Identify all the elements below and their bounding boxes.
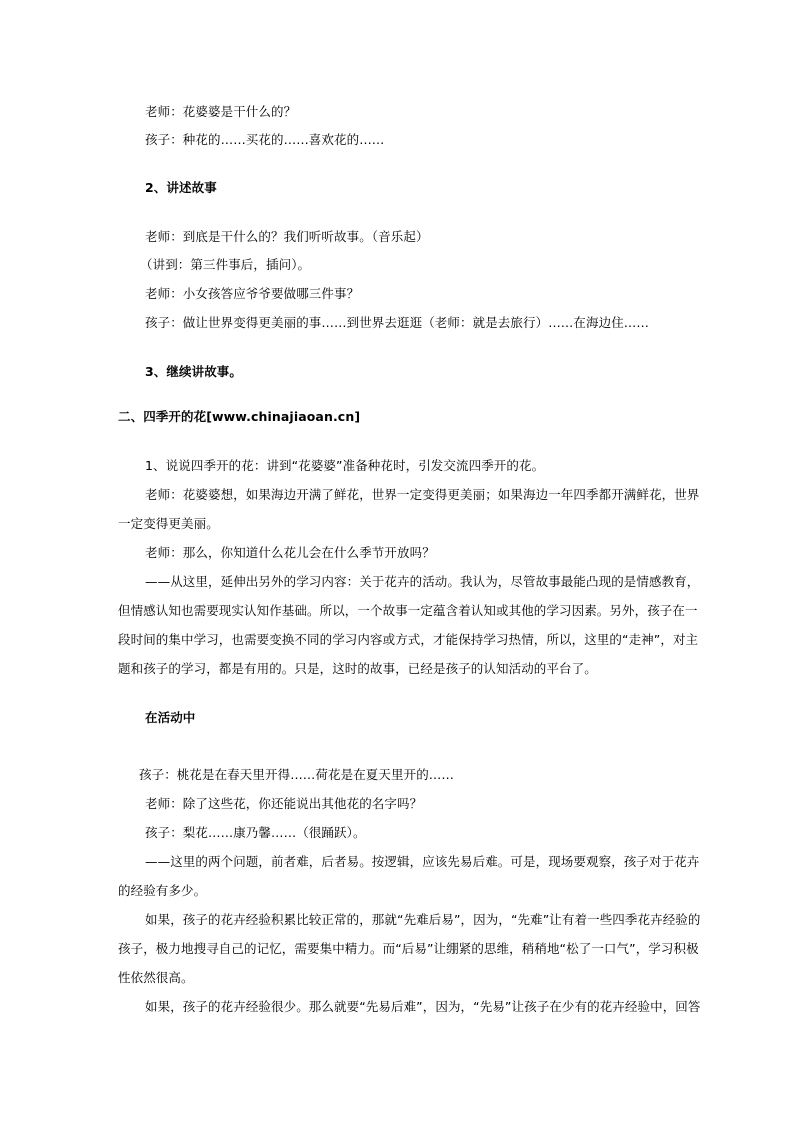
- dialogue-line: 孩子：做让世界变得更美丽的事……到世界去逛逛（老师：就是去旅行）……在海边住……: [145, 315, 650, 330]
- section-heading: 2、讲述故事: [145, 180, 217, 195]
- paragraph-line: ——这里的两个问题，前者难，后者易。按逻辑，应该先易后难。可是，现场要观察，孩子对于花卉: [145, 854, 700, 869]
- chapter-heading: 二、四季开的花[www.chinajiaoan.cn]: [118, 409, 361, 424]
- paragraph-line: 孩子，极力地搜寻自己的记忆，需要集中精力。而“后易”让绷紧的思维，稍稍地“松了一口气”，学习积极: [118, 941, 699, 956]
- dialogue-line: 老师：那么，你知道什么花儿会在什么季节开放吗？: [145, 545, 435, 560]
- dialogue-line: 老师：小女孩答应爷爷要做哪三件事？: [145, 286, 360, 301]
- paragraph-line: 的经验有多少。: [118, 883, 207, 898]
- paragraph-line: 老师：花婆婆想，如果海边开满了鲜花，世界一定变得更美丽；如果海边一年四季都开满鲜花，世界: [145, 487, 700, 502]
- dialogue-line: 老师：花婆婆是干什么的？: [145, 104, 297, 119]
- note-line: （讲到：第三件事后，插问）。: [140, 257, 311, 272]
- paragraph-line: 1、说说四季开的花：讲到“花婆婆”准备种花时，引发交流四季开的花。: [145, 458, 545, 473]
- paragraph-line: ——从这里，延伸出另外的学习内容：关于花卉的活动。我认为，尽管故事最能凸现的是情感教育，: [145, 574, 700, 589]
- dialogue-line: 孩子：种花的……买花的……喜欢花的……: [145, 132, 385, 147]
- paragraph-line: 如果，孩子的花卉经验很少。那么就要“先易后难”，因为，“先易”让孩子在少有的花卉经验中，回答: [145, 999, 701, 1014]
- dialogue-line: 孩子：梨花……康乃馨……（很踊跃）。: [145, 825, 366, 840]
- paragraph-line: 如果，孩子的花卉经验积累比较正常的，那就“先难后易”，因为，“先难”让有着一些四季花卉经验的: [145, 912, 701, 927]
- dialogue-line: 老师：除了这些花，你还能说出其他花的名字吗？: [145, 796, 423, 811]
- section-heading: 在活动中: [145, 710, 196, 725]
- section-heading: 3、继续讲故事。: [145, 364, 242, 379]
- paragraph-line: 但情感认知也需要现实认知作基础。所以，一个故事一定蕴含着认知或其他的学习因素。另外，孩子在一: [118, 603, 698, 618]
- dialogue-line: 孩子：桃花是在春天里开得……荷花是在夏天里开的……: [139, 767, 455, 782]
- paragraph-line: 题和孩子的学习，都是有用的。只是，这时的故事，已经是孩子的认知活动的平台了。: [118, 661, 597, 676]
- paragraph-line: 一定变得更美丽。: [118, 516, 219, 531]
- paragraph-line: 性依然很高。: [118, 970, 194, 985]
- paragraph-line: 段时间的集中学习，也需要变换不同的学习内容或方式，才能保持学习热情，所以，这里的“走神”，对主: [118, 632, 699, 647]
- dialogue-line: 老师：到底是干什么的？我们听听故事。（音乐起）: [145, 229, 429, 244]
